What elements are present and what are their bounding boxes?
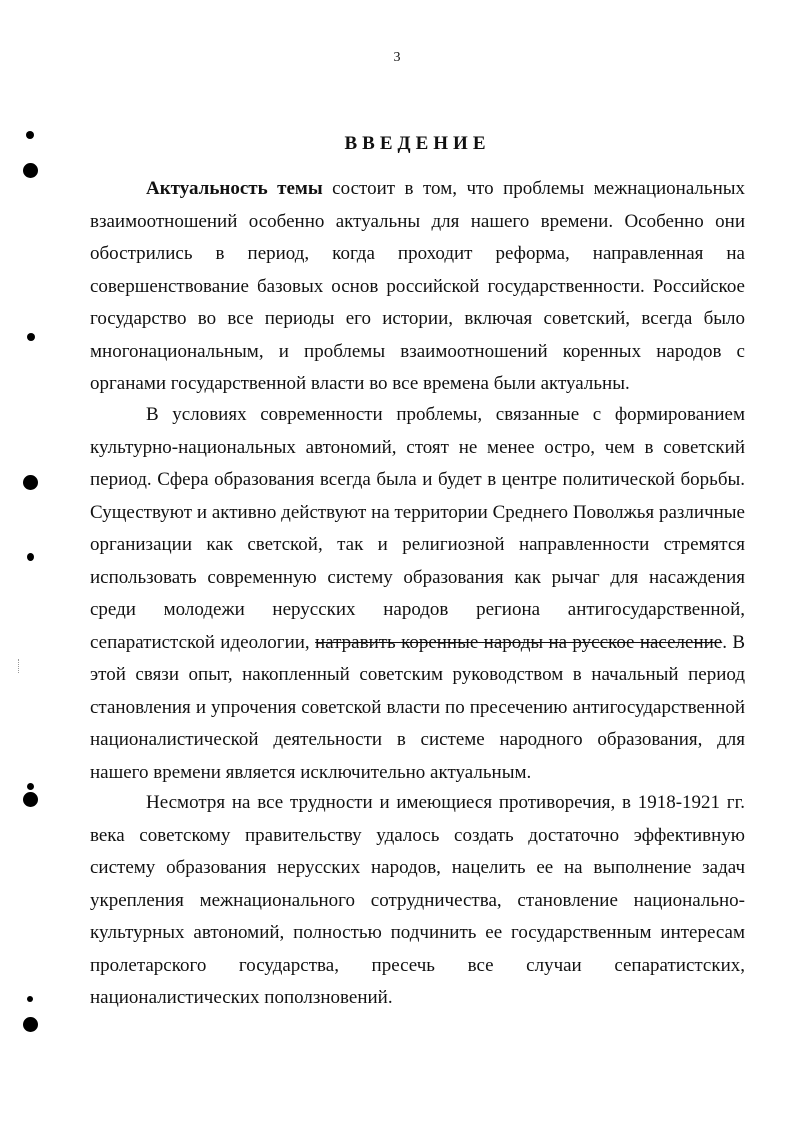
paragraph-text: Несмотря на все трудности и имеющиеся противоречия, в 1918-1921 гг. века советскому правительству удалось создать достаточно эффективную систему образования нерусских народов, нацелить ее на выполнение задач укрепления межнационального сотрудничества, становление национально-культурных автономий, полностью подчинить ее государственным интересам пролетарского государства, пресечь все случаи сепаратистских, националистических поползновений. <box>90 792 745 1008</box>
binder-hole <box>23 1017 38 1032</box>
binder-hole-dot <box>27 333 35 341</box>
margin-mark <box>18 659 20 673</box>
binder-hole <box>23 475 38 490</box>
binder-hole-dot <box>26 131 34 139</box>
paragraph-text-before: В условиях современности проблемы, связанные с формированием культурно-национальных автономий, стоят не менее остро, чем в советский период. Сфера образования всегда была и будет в центре политической борьбы. Существуют и активно действуют на территории Среднего Поволжья различные организации как светской, так и религиозной направленности стремятся использовать современную систему образования как рычаг для насаждения среди молодежи нерусских народов региона антигосударственной, сепаратистской идеологии, <box>90 404 745 653</box>
paragraph-conditions <box>90 399 745 789</box>
binder-hole-dot <box>27 553 34 561</box>
page-number: 3 <box>393 50 401 65</box>
binder-hole-dot <box>27 783 34 790</box>
binder-hole <box>23 163 38 178</box>
binder-hole <box>23 792 38 807</box>
paragraph-text: состоит в том, что проблемы межнациональных взаимоотношений особенно актуальны для нашего времени. Особенно они обострились в период, когда проходит реформа, направленная на совершенствование базовых основ российской государственности. Российское государство во все периоды его истории, включая советский, всегда было многонациональным, и проблемы взаимоотношений коренных народов с органами государственной власти во все времена были актуальны. <box>90 178 746 394</box>
binder-hole-dot <box>27 996 33 1002</box>
paragraph-lead: Актуальность темы <box>146 178 323 199</box>
paragraph-relevance <box>90 173 745 401</box>
struck-text: натравить коренные народы на русское население <box>315 631 723 653</box>
page-title: ВВЕДЕНИЕ <box>344 133 491 154</box>
paragraph-text-after: . В этой связи опыт, накопленный советским руководством в начальный период становления и упрочения советской власти по пресечению антигосударственной националистической деятельности в системе народного образования, для нашего времени является исключительно актуальным. <box>90 631 745 783</box>
paragraph-achievements <box>90 787 745 1015</box>
